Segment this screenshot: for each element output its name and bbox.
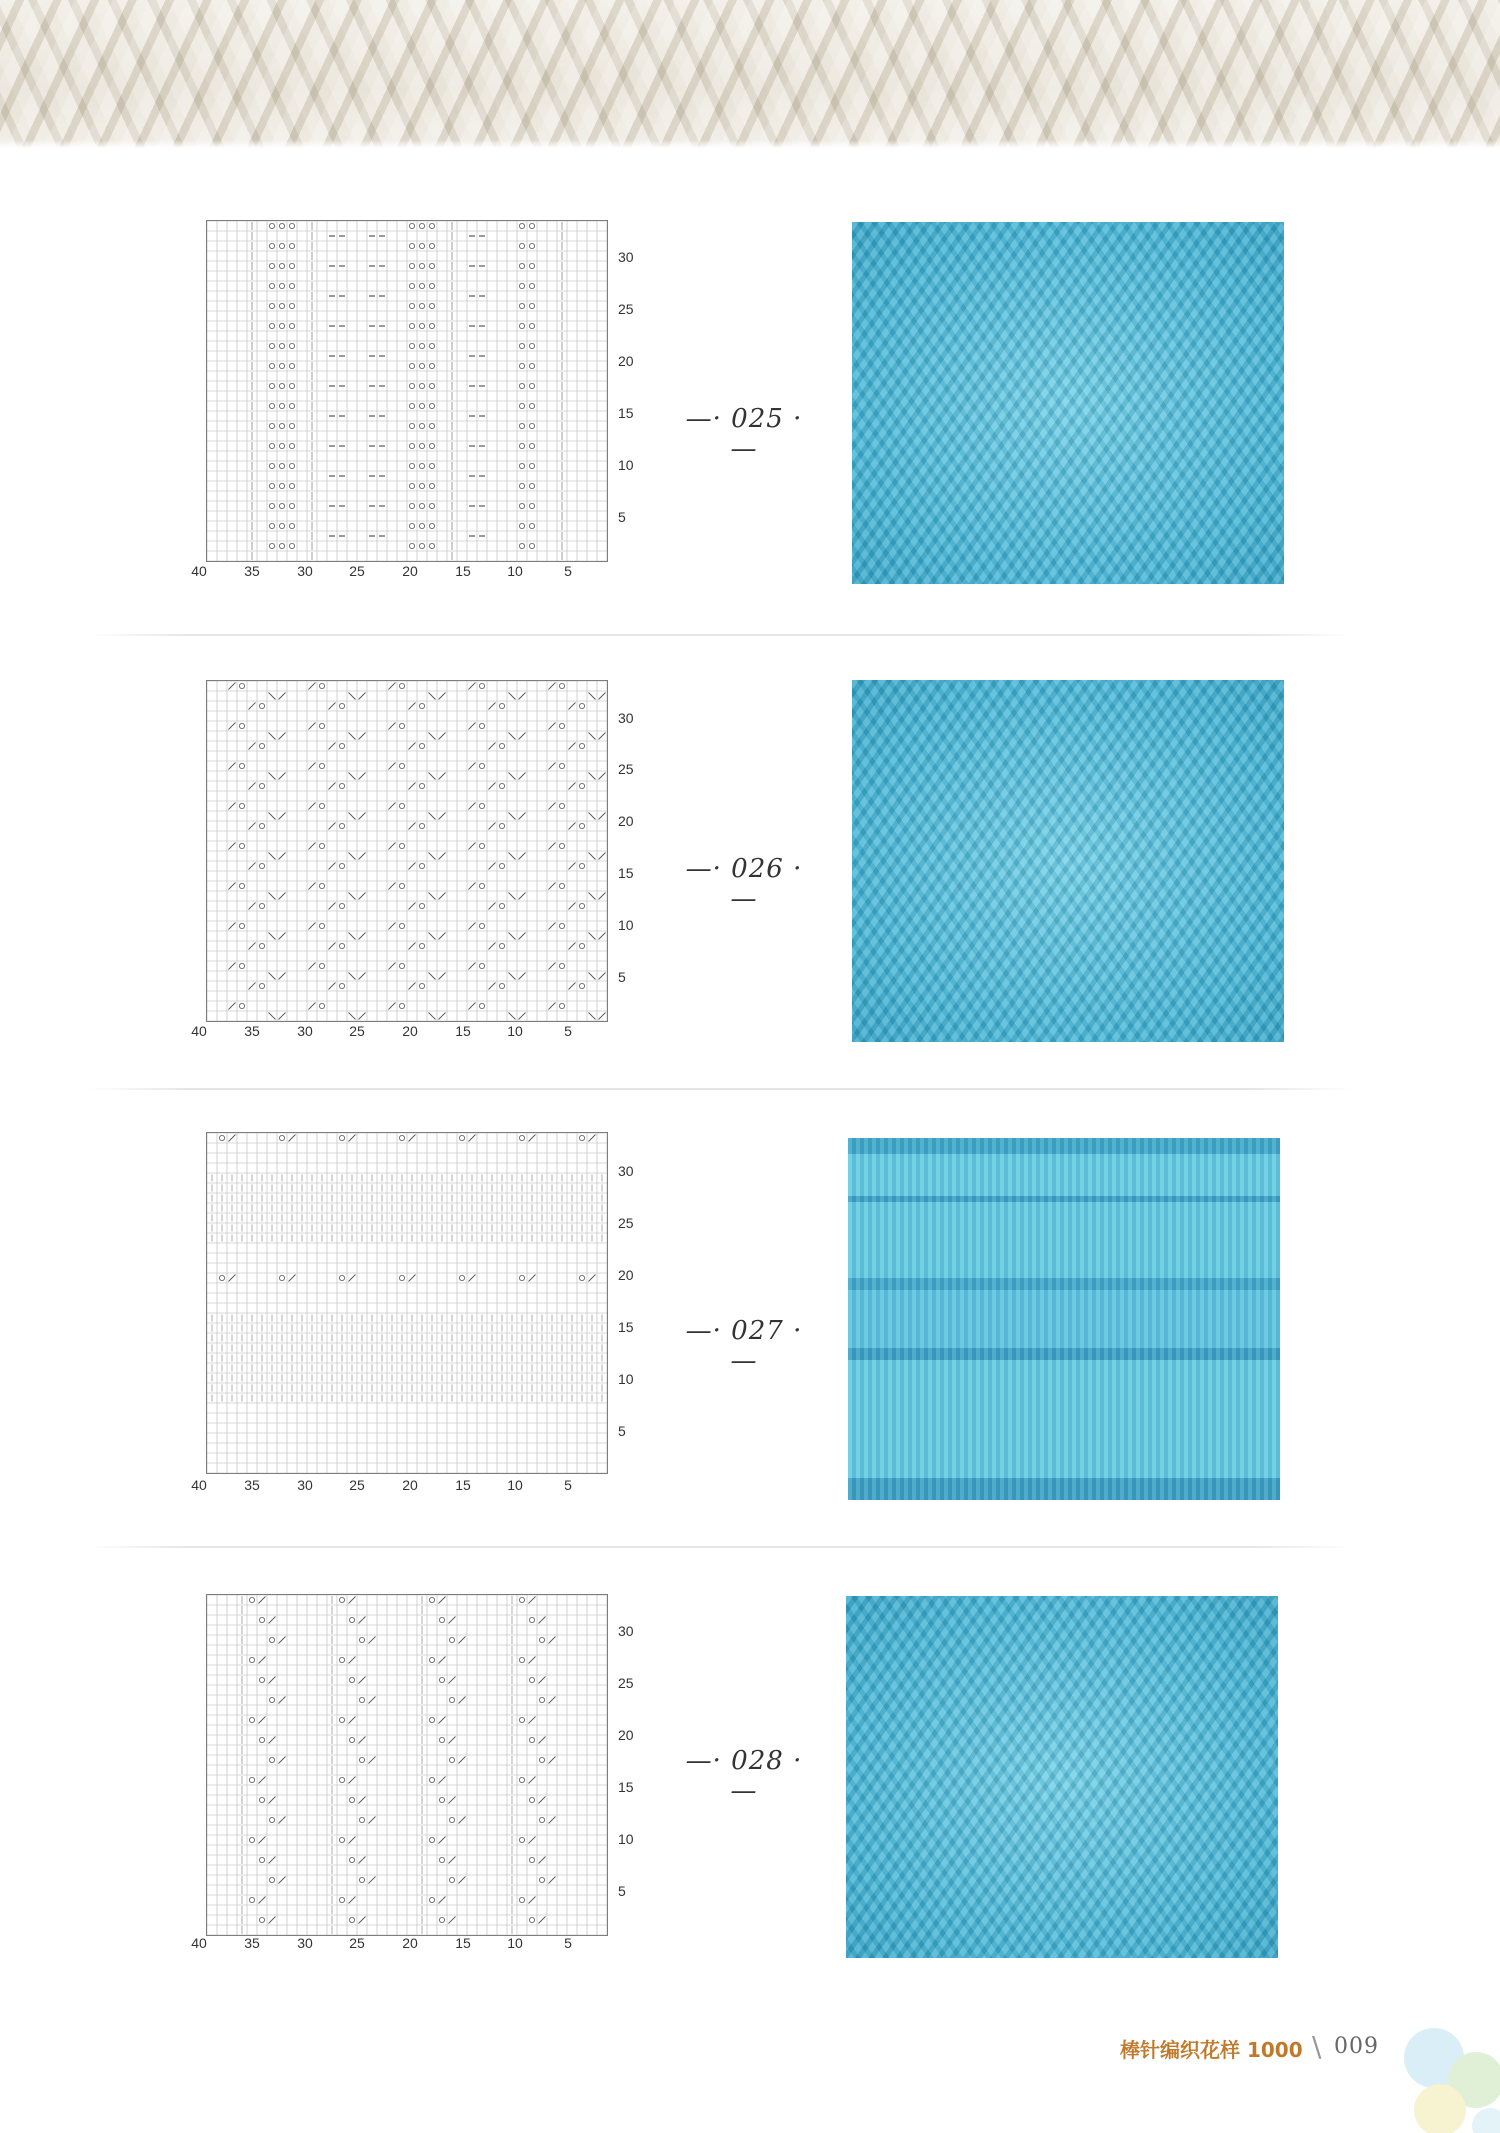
x-tick: 40 <box>191 1023 207 1039</box>
x-tick: 20 <box>402 1023 418 1039</box>
section-divider <box>86 634 1354 636</box>
x-tick: 15 <box>455 1935 471 1951</box>
x-tick: 20 <box>402 1477 418 1493</box>
x-tick: 35 <box>244 1477 260 1493</box>
y-tick: 10 <box>618 917 634 933</box>
chart-grid <box>207 221 607 561</box>
x-tick: 40 <box>191 1935 207 1951</box>
y-tick: 15 <box>618 1779 634 1795</box>
y-tick: 5 <box>618 1423 626 1439</box>
y-tick: 5 <box>618 969 626 985</box>
pattern-number: 028 <box>731 1746 784 1776</box>
x-tick: 30 <box>297 1935 313 1951</box>
x-tick: 5 <box>564 1023 572 1039</box>
x-tick: 10 <box>507 1935 523 1951</box>
stitch-chart-026 <box>206 680 608 1022</box>
y-tick: 25 <box>618 301 634 317</box>
book-title: 棒针编织花样 1000 <box>1120 2038 1303 2062</box>
y-tick: 20 <box>618 1727 634 1743</box>
pattern-number: 026 <box>731 854 784 884</box>
knit-swatch-photo-027 <box>848 1138 1280 1500</box>
y-tick: 5 <box>618 1883 626 1899</box>
knit-swatch-photo-028 <box>846 1596 1278 1958</box>
x-tick: 35 <box>244 563 260 579</box>
x-tick: 20 <box>402 563 418 579</box>
section-divider <box>86 1088 1354 1090</box>
y-tick: 5 <box>618 509 626 525</box>
stitch-chart-028 <box>206 1594 608 1936</box>
y-tick: 10 <box>618 457 634 473</box>
knit-texture-header <box>0 0 1500 148</box>
knit-swatch-photo-026 <box>852 680 1284 1042</box>
chart-grid <box>207 1595 607 1935</box>
x-tick: 30 <box>297 1023 313 1039</box>
y-tick: 20 <box>618 1267 634 1283</box>
y-tick: 15 <box>618 865 634 881</box>
y-tick: 10 <box>618 1831 634 1847</box>
y-tick: 20 <box>618 353 634 369</box>
y-tick: 25 <box>618 761 634 777</box>
x-tick: 40 <box>191 563 207 579</box>
x-tick: 10 <box>507 563 523 579</box>
y-tick: 25 <box>618 1675 634 1691</box>
y-tick: 30 <box>618 1163 634 1179</box>
x-tick: 25 <box>349 1023 365 1039</box>
x-tick: 35 <box>244 1935 260 1951</box>
section-divider <box>86 1546 1354 1548</box>
x-tick: 5 <box>564 1935 572 1951</box>
y-tick: 15 <box>618 1319 634 1335</box>
x-tick: 30 <box>297 1477 313 1493</box>
stitch-chart-025 <box>206 220 608 562</box>
page-number: 009 <box>1334 2034 1379 2059</box>
x-tick: 15 <box>455 1023 471 1039</box>
x-tick: 20 <box>402 1935 418 1951</box>
x-tick: 15 <box>455 563 471 579</box>
x-tick: 25 <box>349 1477 365 1493</box>
y-tick: 30 <box>618 1623 634 1639</box>
pattern-number-tag: —· 028 ·— <box>685 1746 803 1806</box>
pattern-number-tag: —· 026 ·— <box>685 854 803 914</box>
pattern-number: 027 <box>731 1316 784 1346</box>
x-tick: 30 <box>297 563 313 579</box>
x-tick: 10 <box>507 1023 523 1039</box>
knit-swatch-photo-025 <box>852 222 1284 584</box>
x-tick: 35 <box>244 1023 260 1039</box>
chart-grid <box>207 681 607 1021</box>
y-tick: 20 <box>618 813 634 829</box>
y-tick: 10 <box>618 1371 634 1387</box>
x-tick: 10 <box>507 1477 523 1493</box>
x-tick: 40 <box>191 1477 207 1493</box>
y-tick: 30 <box>618 710 634 726</box>
stitch-chart-027 <box>206 1132 608 1474</box>
pattern-number-tag: —· 025 ·— <box>685 404 803 464</box>
y-tick: 15 <box>618 405 634 421</box>
pattern-number-tag: —· 027 ·— <box>685 1316 803 1376</box>
x-tick: 5 <box>564 1477 572 1493</box>
y-tick: 30 <box>618 249 634 265</box>
x-tick: 25 <box>349 1935 365 1951</box>
chart-grid <box>207 1133 607 1473</box>
pattern-number: 025 <box>731 404 784 434</box>
x-tick: 25 <box>349 563 365 579</box>
x-tick: 5 <box>564 563 572 579</box>
y-tick: 25 <box>618 1215 634 1231</box>
decorative-circles <box>1398 2028 1500 2133</box>
x-tick: 15 <box>455 1477 471 1493</box>
footer-separator: \ <box>1312 2030 1322 2063</box>
